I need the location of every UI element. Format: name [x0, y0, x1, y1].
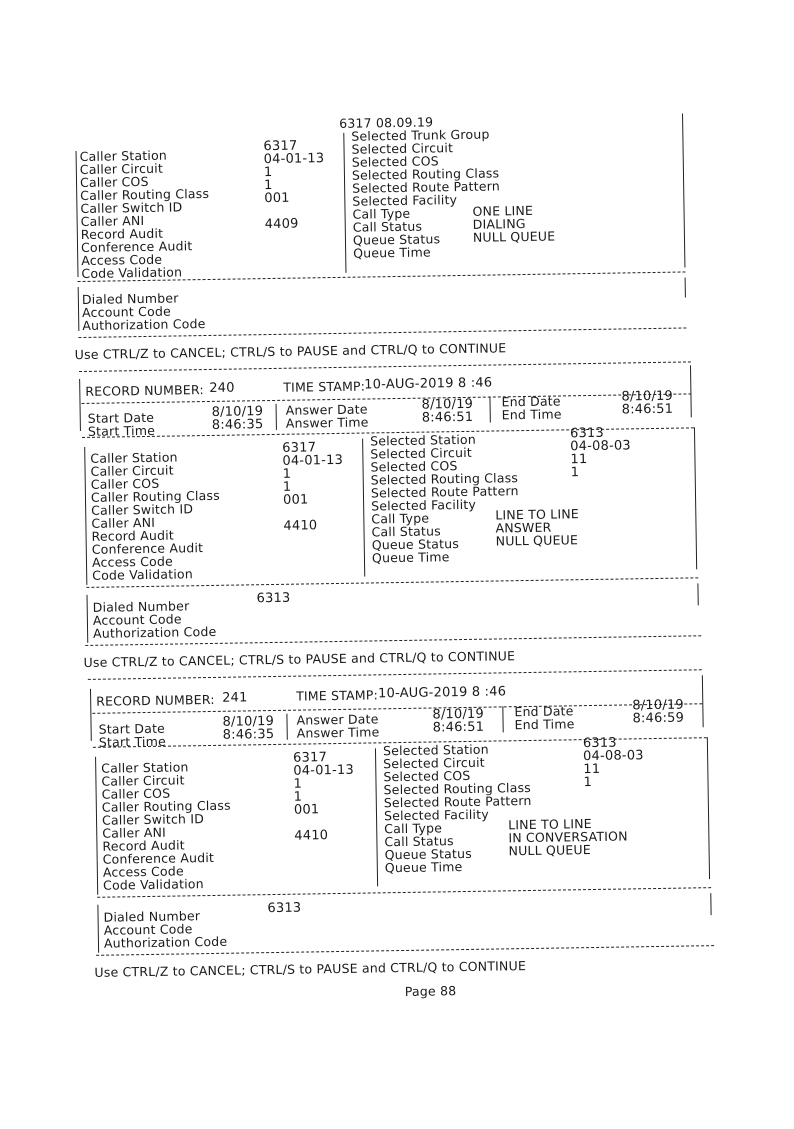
dates-divider-1: [276, 404, 277, 430]
caller-label: Caller Switch ID: [91, 501, 194, 518]
record-top-divider: [88, 669, 702, 680]
end-date: 8/10/19: [632, 697, 684, 714]
selected-label: Selected Routing Class: [383, 779, 532, 798]
answer-time-label: Answer Time: [285, 414, 369, 431]
answer-date: 8/10/19: [432, 706, 485, 723]
caller-label: Caller Routing Class: [90, 487, 221, 505]
record-number-label: RECORD NUMBER:: [96, 691, 215, 709]
caller-label: Record Audit: [91, 527, 175, 544]
top-section: [0, 0, 785, 363]
record-body-right-border: [707, 737, 710, 879]
timestamp-label: TIME STAMP:: [283, 378, 366, 395]
top-left-value: 1: [263, 164, 273, 181]
top-right-label: Selected Routing Class: [351, 165, 500, 183]
top-left-value: 4409: [264, 216, 299, 233]
selected-label: Queue Status: [384, 845, 473, 863]
answer-time: 8:46:51: [432, 719, 485, 736]
top-left-value: 04-01-13: [263, 151, 325, 168]
dialed-number: 6313: [256, 590, 291, 607]
record-bottom-right-border: [710, 893, 711, 915]
record-bottom-left-border: [87, 595, 89, 643]
caller-label: Caller Circuit: [90, 462, 174, 479]
start-time: 8:46:35: [211, 417, 264, 433]
caller-value: 1: [293, 789, 303, 805]
top-left-label: Caller Circuit: [79, 160, 164, 177]
record-bottom-right-border: [697, 583, 698, 605]
caller-label: Record Audit: [102, 837, 185, 854]
selected-value: 04-08-03: [582, 748, 644, 765]
caller-value: 1: [282, 479, 292, 495]
caller-label: Caller Station: [101, 759, 189, 776]
top-right-border: [682, 113, 685, 267]
caller-value: 1: [293, 776, 303, 792]
selected-label: Selected Station: [370, 431, 477, 449]
selected-label: Call Type: [384, 820, 443, 837]
selected-label: Selected Circuit: [370, 444, 473, 462]
selected-label: Selected COS: [383, 767, 471, 785]
top-right-label: Queue Status: [352, 231, 441, 248]
queue-status: NULL QUEUE: [508, 842, 592, 859]
dialed-number-label: Dialed Number: [92, 598, 190, 615]
top-right-label: Selected Trunk Group: [351, 126, 490, 144]
timestamp: 10-AUG-2019 8 :46: [364, 375, 493, 393]
top-left-label: Caller COS: [79, 173, 149, 190]
top-left-value: 6317: [263, 138, 298, 155]
account-code-label: Account Code: [103, 921, 193, 938]
selected-label: Selected Routing Class: [370, 470, 519, 488]
caller-value: 04-01-13: [282, 452, 344, 469]
top-left-value: 001: [264, 190, 290, 207]
start-time-label: Start Time: [98, 733, 167, 750]
caller-label: Caller ANI: [91, 514, 156, 531]
top-left-value: 1: [263, 177, 273, 194]
top-left-label: Access Code: [81, 251, 163, 268]
caller-value: 001: [293, 802, 320, 818]
top-right-label: Selected Circuit: [351, 140, 454, 157]
selected-label: Queue Time: [371, 549, 450, 566]
caller-label: Caller Circuit: [101, 772, 185, 789]
selected-label: Selected Route Pattern: [383, 792, 532, 811]
caller-label: Caller COS: [90, 475, 160, 492]
call-type: LINE TO LINE: [508, 816, 592, 833]
top-right-label: Selected Facility: [352, 192, 458, 209]
call-status: ANSWER: [495, 519, 552, 536]
caller-label: Access Code: [91, 553, 174, 570]
selected-value: 11: [583, 761, 601, 778]
end-time: 8:46:51: [621, 401, 674, 418]
end-time-label: End Time: [514, 716, 575, 733]
record-left-border: [90, 689, 92, 741]
page-number: Page 88: [404, 983, 457, 999]
selected-label: Call Status: [371, 523, 442, 540]
top-bottom-label: Dialed Number: [81, 290, 179, 307]
top-footer: Use CTRL/Z to CANCEL; CTRL/S to PAUSE and CTRL/Q to CONTINUE: [74, 340, 507, 363]
top-bottom-label: Authorization Code: [82, 316, 206, 333]
authorization-code-label: Authorization Code: [103, 933, 228, 951]
account-code-label: Account Code: [92, 611, 182, 628]
selected-value: 11: [570, 452, 588, 468]
dialed-number: 6313: [267, 900, 302, 917]
dates-divider-2: [489, 397, 490, 423]
top-left-label: Code Validation: [81, 264, 183, 281]
end-date-label: End Date: [501, 393, 561, 410]
record-left-border: [79, 379, 81, 431]
record-top-divider: [79, 361, 691, 372]
selected-label: Call Status: [384, 833, 454, 850]
end-date-label: End Date: [514, 703, 574, 720]
caller-label: Conference Audit: [102, 849, 215, 867]
top-left-label: Conference Audit: [80, 238, 193, 255]
answer-time-label: Answer Time: [296, 724, 380, 741]
caller-value: 1: [282, 466, 292, 482]
top-right-label: Selected COS: [351, 153, 439, 170]
top-right-label: Selected Route Pattern: [352, 178, 501, 196]
caller-value: 6317: [282, 440, 317, 456]
caller-label: Caller COS: [101, 785, 171, 802]
authorization-code-label: Authorization Code: [92, 623, 217, 641]
answer-time: 8:46:51: [421, 409, 474, 426]
top-bottom-left-border: [78, 287, 80, 331]
call-type: LINE TO LINE: [495, 506, 580, 523]
selected-label: Selected Facility: [371, 496, 477, 514]
record-body-right-border: [694, 427, 697, 569]
caller-label: Caller Routing Class: [101, 797, 231, 815]
selected-value: 1: [583, 775, 593, 791]
caller-value: 001: [282, 492, 309, 508]
selected-value: 04-08-03: [570, 438, 631, 455]
queue-status: NULL QUEUE: [495, 532, 579, 549]
selected-label: Selected Circuit: [383, 754, 485, 772]
record-right-border: [690, 365, 692, 417]
top-queue-status: NULL QUEUE: [472, 228, 556, 245]
caller-label: Conference Audit: [91, 540, 204, 557]
top-left-label: Record Audit: [80, 225, 164, 242]
dates-divider-1: [286, 714, 287, 740]
answer-date-label: Answer Date: [296, 711, 379, 728]
top-call-status: DIALING: [472, 215, 526, 232]
selected-label: Queue Time: [384, 859, 463, 876]
dates-divider-2: [502, 706, 503, 732]
timestamp: 10-AUG-2019 8 :46: [377, 684, 507, 702]
top-bottom-right-border: [685, 277, 686, 297]
top-right-label: Queue Time: [353, 244, 431, 261]
top-header: 6317 08.09.19: [339, 114, 434, 131]
caller-value: 4410: [294, 828, 329, 844]
call-status: IN CONVERSATION: [508, 828, 628, 846]
record-footer: Use CTRL/Z to CANCEL; CTRL/S to PAUSE and CTRL/Q to CONTINUE: [83, 648, 516, 670]
record-number-label: RECORD NUMBER:: [85, 382, 204, 399]
record-column-divider: [375, 748, 378, 886]
record-body-left-border: [84, 447, 87, 585]
selected-value: 6313: [569, 425, 605, 442]
end-date: 8/10/19: [621, 388, 674, 405]
start-date: 8/10/19: [222, 713, 275, 730]
record-column-divider: [362, 439, 365, 577]
selected-value: 6313: [582, 735, 617, 752]
end-time: 8:46:59: [632, 710, 685, 727]
answer-date: 8/10/19: [421, 396, 474, 413]
record-right-border: [702, 675, 704, 727]
record-footer: Use CTRL/Z to CANCEL; CTRL/S to PAUSE and CTRL/Q to CONTINUE: [94, 958, 527, 980]
record-number: 241: [222, 690, 248, 706]
selected-label: Queue Status: [371, 536, 460, 553]
top-left-label: Caller Switch ID: [80, 199, 183, 216]
top-right-label: Call Type: [352, 205, 411, 222]
answer-date-label: Answer Date: [285, 401, 368, 418]
caller-label: Code Validation: [92, 566, 194, 583]
selected-label: Selected COS: [370, 458, 458, 475]
record-bottom-left-border: [97, 905, 99, 953]
top-left-label: Caller ANI: [80, 212, 145, 229]
top-left-label: Caller Routing Class: [80, 185, 210, 203]
caller-value: 6317: [292, 750, 328, 766]
top-right-label: Call Status: [352, 218, 423, 235]
caller-value: 4410: [283, 518, 318, 534]
timestamp-label: TIME STAMP:: [296, 687, 379, 704]
dialed-number-label: Dialed Number: [103, 908, 201, 925]
caller-label: Caller Switch ID: [101, 811, 205, 828]
selected-label: Selected Route Pattern: [370, 483, 519, 501]
caller-label: Code Validation: [102, 876, 204, 893]
record-body-left-border: [95, 757, 98, 895]
caller-label: Access Code: [102, 863, 184, 880]
selected-label: Selected Facility: [383, 806, 489, 824]
end-time-label: End Time: [501, 406, 562, 423]
top-column-divider: [343, 133, 346, 273]
record-number: 240: [209, 380, 235, 396]
top-call-type: ONE LINE: [472, 202, 534, 219]
caller-value: 04-01-13: [293, 762, 355, 779]
top-bottom-label: Account Code: [81, 303, 172, 320]
selected-label: Selected Station: [382, 741, 489, 759]
start-date-label: Start Date: [98, 720, 166, 737]
selected-label: Call Type: [371, 510, 430, 527]
caller-label: Caller ANI: [102, 824, 167, 841]
start-time-label: Start Time: [87, 422, 156, 439]
caller-label: Caller Station: [90, 449, 178, 466]
top-left-border: [76, 151, 79, 277]
selected-value: 1: [570, 465, 580, 481]
start-date-label: Start Date: [87, 409, 155, 426]
start-time: 8:46:35: [222, 726, 275, 743]
top-left-label: Caller Station: [79, 147, 168, 164]
start-date: 8/10/19: [211, 404, 264, 420]
